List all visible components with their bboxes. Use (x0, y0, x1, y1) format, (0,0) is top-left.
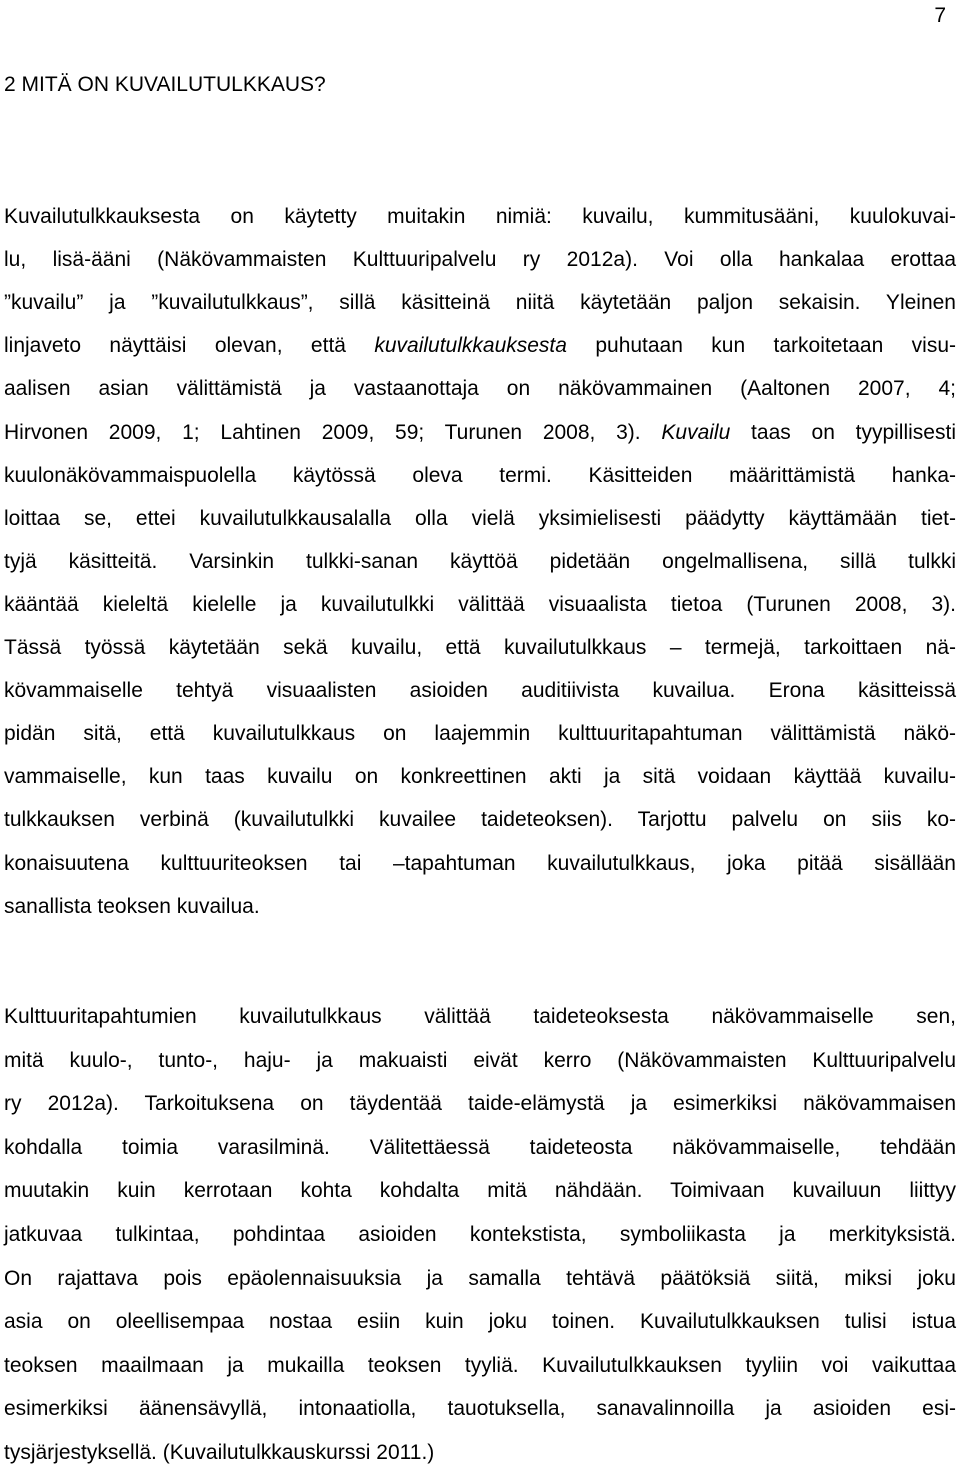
text-segment: vammaiselle, kun taas kuvailu on konkreettinen akti ja sitä voidaan käyttää kuvailu- (4, 765, 956, 789)
paragraph-2-line (4, 1003, 956, 1031)
paragraph-1-line (4, 505, 956, 533)
chapter-heading: 2 MITÄ ON KUVAILUTULKKAUS? (4, 73, 326, 96)
text-segment: muutakin kuin kerrotaan kohta kohdalta mitä nähdään. Toimivaan kuvailuun liittyy (4, 1179, 956, 1203)
text-segment: konaisuutena kulttuuriteoksen tai –tapahtuman kuvailutulkkaus, joka pitää sisällään (4, 851, 956, 875)
text-segment: ry 2012a). Tarkoituksena on täydentää taide-elämystä ja esimerkiksi näkövammaisen (4, 1092, 956, 1116)
paragraph-2-line (4, 1352, 956, 1380)
paragraph-2-line (4, 1134, 956, 1162)
text-segment: Tässä työssä käytetään sekä kuvailu, että kuvailutulkkaus – termejä, tarkoittaen nä- (4, 636, 956, 659)
text-segment: jatkuvaa tulkintaa, pohdintaa asioiden kontekstista, symboliikasta ja merkityksistä. (4, 1223, 956, 1246)
text-segment: mitä kuulo-, tunto-, haju- ja makuaisti eivät kerro (Näkövammaisten Kulttuuripalvelu (4, 1048, 956, 1072)
paragraph-2-line (4, 1177, 956, 1205)
paragraph-2-line (4, 1439, 956, 1467)
paragraph-1-line (4, 806, 956, 834)
text-segment: Kuvailutulkkauksesta on käytetty muitakin nimiä: kuvailu, kummitusääni, kuulokuvai- (4, 205, 956, 228)
paragraph-1-line (4, 850, 956, 878)
italic-term: kuvailutulkkauksesta (374, 334, 567, 358)
paragraph-2-line (4, 1090, 956, 1118)
text-segment: lu, lisä-ääni (Näkövammaisten Kulttuuripalvelu ry 2012a). Voi olla hankalaa erottaa (4, 248, 956, 272)
text-segment: loittaa se, ettei kuvailutulkkausalalla olla vielä yksimielisesti päädytty käyttämään tiet- (4, 506, 956, 530)
page-number: 7 (934, 4, 946, 27)
text-segment: Kulttuuritapahtumien kuvailutulkkaus välittää taideteoksesta näkövammaiselle sen, (4, 1005, 956, 1028)
text-segment: pidän sitä, että kuvailutulkkaus on laajemmin kulttuuritapahtuman välittämistä näkö- (4, 722, 956, 746)
paragraph-1-line (4, 419, 956, 447)
paragraph-1-line (4, 763, 956, 791)
text-segment: puhutaan kun tarkoitetaan visu- (566, 334, 956, 358)
text-segment: esimerkiksi äänensävyllä, intonaatiolla, tauotuksella, sanavalinnoilla ja asioiden esi- (4, 1397, 956, 1421)
paragraph-1-line (4, 462, 956, 490)
paragraph-1-line (4, 634, 956, 662)
paragraph-1-line (4, 203, 956, 231)
paragraph-1-line (4, 375, 956, 403)
paragraph-1-line (4, 332, 956, 360)
paragraph-1-line (4, 548, 956, 576)
italic-term: Kuvailu (661, 420, 731, 444)
text-segment: On rajattava pois epäolennaisuuksia ja samalla tehtävä päätöksiä siitä, miksi joku (4, 1266, 956, 1290)
paragraph-2-line (4, 1221, 956, 1249)
text-segment: Hirvonen 2009, 1; Lahtinen 2009, 59; Turunen 2008, 3). (4, 420, 662, 444)
text-segment: teoksen maailmaan ja mukailla teoksen tyyliä. Kuvailutulkkauksen tyyliin voi vaikuttaa (4, 1353, 956, 1377)
text-segment: tulkkauksen verbinä (kuvailutulkki kuvailee taideteoksen). Tarjottu palvelu on siis ko- (4, 808, 956, 832)
text-segment: tysjärjestyksellä. (Kuvailutulkkauskurssi 2011.) (4, 1441, 435, 1464)
text-segment: asia on oleellisempaa nostaa esiin kuin joku toinen. Kuvailutulkkauksen tulisi istua (4, 1310, 956, 1334)
text-segment: tyjä käsitteitä. Varsinkin tulkki-sanan käyttöä pidetään ongelmallisena, sillä tulkki (4, 549, 956, 573)
paragraph-2-line (4, 1047, 956, 1075)
paragraph-2-line (4, 1308, 956, 1336)
paragraph-1-line (4, 246, 956, 274)
paragraph-1-line (4, 720, 956, 748)
text-segment: taas on tyypillisesti (730, 420, 956, 444)
paragraph-2-line (4, 1395, 956, 1423)
text-segment: aalisen asian välittämistä ja vastaanottaja on näkövammainen (Aaltonen 2007, 4; (4, 377, 956, 401)
text-segment: kääntää kieleltä kielelle ja kuvailutulkki välittää visuaalista tietoa (Turunen 2008, 3). (4, 592, 956, 616)
paragraph-1-line (4, 289, 956, 317)
paragraph-1-line (4, 677, 956, 705)
text-segment: linjaveto näyttäisi olevan, että (4, 334, 375, 358)
text-segment: sanallista teoksen kuvailua. (4, 894, 260, 918)
text-segment: kohdalla toimia varasilminä. Välitettäessä taideteosta näkövammaiselle, tehdään (4, 1135, 956, 1159)
text-segment: ”kuvailu” ja ”kuvailutulkkaus”, sillä käsitteinä niitä käytetään paljon sekaisin. Yleinen (4, 291, 956, 315)
paragraph-2-line (4, 1265, 956, 1293)
text-segment: kuulonäkövammaispuolella käytössä oleva termi. Käsitteiden määrittämistä hanka- (4, 463, 956, 487)
paragraph-1-line (4, 893, 956, 921)
paragraph-1-line (4, 591, 956, 619)
text-segment: kövammaiselle tehtyä visuaalisten asioiden auditiivista kuvailua. Erona käsitteissä (4, 679, 956, 703)
